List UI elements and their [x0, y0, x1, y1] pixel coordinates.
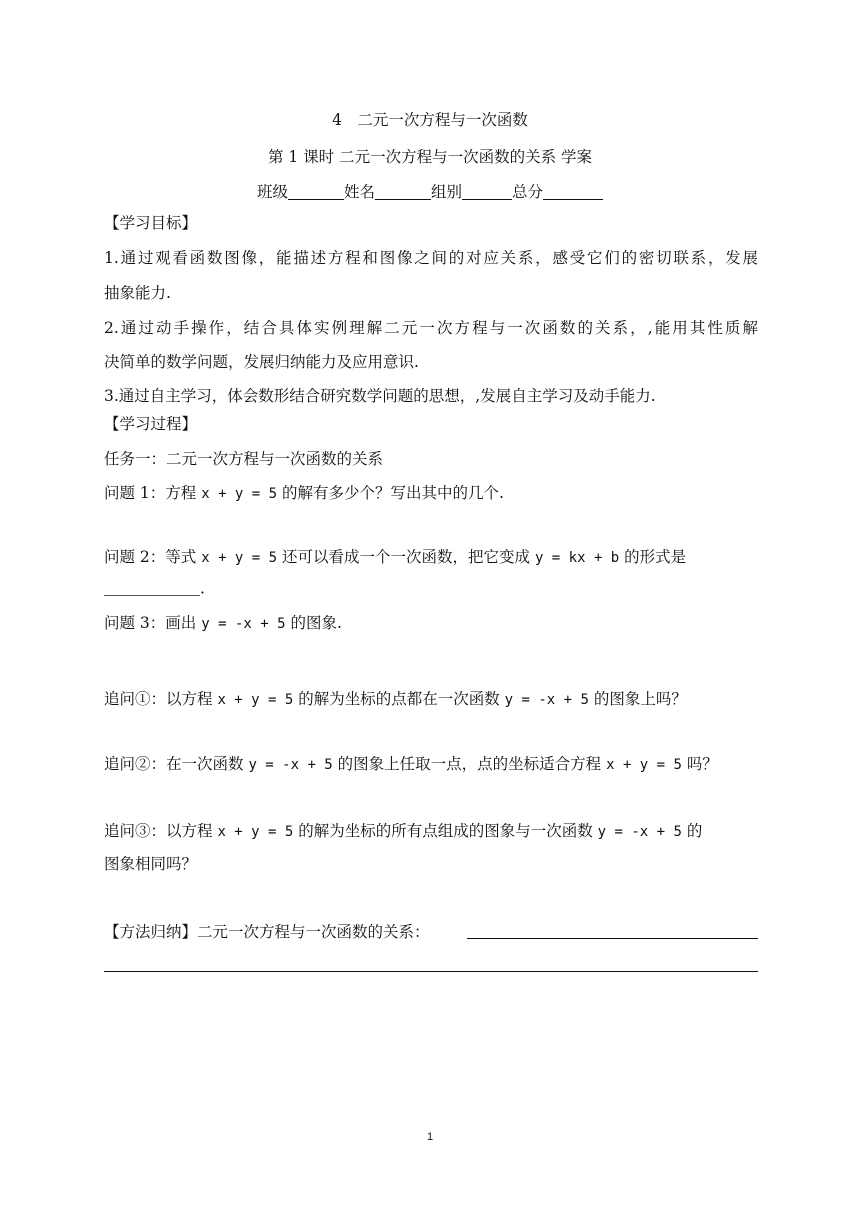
- page-number: 1: [426, 1131, 434, 1143]
- score-blank[interactable]: [543, 183, 603, 200]
- equation: x + y = 5: [201, 550, 278, 566]
- group-blank[interactable]: [462, 183, 512, 200]
- equation: x + y = 5: [201, 486, 278, 502]
- objective-1-line-2: 抽象能力.: [104, 284, 171, 302]
- equation: x + y = 5: [217, 692, 294, 708]
- question-2: 问题 2：等式 x + y = 5 还可以看成一个一次函数，把它变成 y = kx + b 的形式是: [104, 548, 687, 566]
- follow-up-3-line-2: 图象相同吗？: [104, 855, 198, 873]
- question-1: 问题 1：方程 x + y = 5 的解有多少个？写出其中的几个.: [104, 484, 504, 502]
- objectives-heading: 【学习目标】: [104, 214, 198, 232]
- answer-blank[interactable]: [104, 579, 200, 596]
- name-label: 姓名: [343, 183, 375, 201]
- follow-up-3: 追问③：以方程 x + y = 5 的解为坐标的所有点组成的图象与一次函数 y = -x + 5 的: [104, 822, 703, 840]
- question-2-answer-line: .: [104, 579, 758, 597]
- follow-up-1: 追问①：以方程 x + y = 5 的解为坐标的点都在一次函数 y = -x + 5 的图象上吗？: [104, 690, 687, 708]
- function: y = -x + 5: [504, 692, 589, 708]
- objective-2-line-2: 决简单的数学问题，发展归纳能力及应用意识.: [104, 353, 419, 371]
- objective-1-line-1: 1.通过观看函数图像，能描述方程和图像之间的对应关系，感受它们的密切联系，发展: [104, 249, 758, 267]
- equation: x + y = 5: [606, 757, 682, 773]
- question-3: 问题 3：画出 y = -x + 5 的图象.: [104, 614, 342, 632]
- class-label: 班级: [256, 183, 288, 201]
- score-label: 总分: [512, 183, 544, 201]
- function: y = -x + 5: [597, 824, 682, 840]
- objective-3: 3.通过自主学习，体会数形结合研究数学问题的思想，,发展自主学习及动手能力.: [104, 387, 656, 405]
- equation: x + y = 5: [217, 824, 294, 840]
- function-form: y = kx + b: [534, 550, 620, 566]
- method-summary: 【方法归纳】二元一次方程与一次函数的关系：: [104, 923, 430, 941]
- process-heading: 【学习过程】: [104, 415, 198, 433]
- page-title: 4 二元一次方程与一次函数: [332, 111, 528, 129]
- group-label: 组别: [431, 183, 463, 201]
- function: y = -x + 5: [248, 757, 333, 773]
- name-blank[interactable]: [375, 183, 431, 200]
- follow-up-2: 追问②：在一次函数 y = -x + 5 的图象上任取一点，点的坐标适合方程 x + y = 5 吗？: [104, 755, 718, 773]
- task-1-title: 任务一：二元一次方程与一次函数的关系: [104, 450, 384, 468]
- page-subtitle: 第 1 课时 二元一次方程与一次函数的关系 学案: [267, 148, 593, 166]
- method-answer-line-2[interactable]: [104, 971, 758, 972]
- class-blank[interactable]: [288, 183, 344, 200]
- method-answer-line-1[interactable]: [467, 938, 758, 939]
- student-info-row: [0, 180, 860, 202]
- function: y = -x + 5: [201, 616, 286, 632]
- objective-2-line-1: 2.通过动手操作，结合具体实例理解二元一次方程与一次函数的关系，,能用其性质解: [104, 319, 758, 337]
